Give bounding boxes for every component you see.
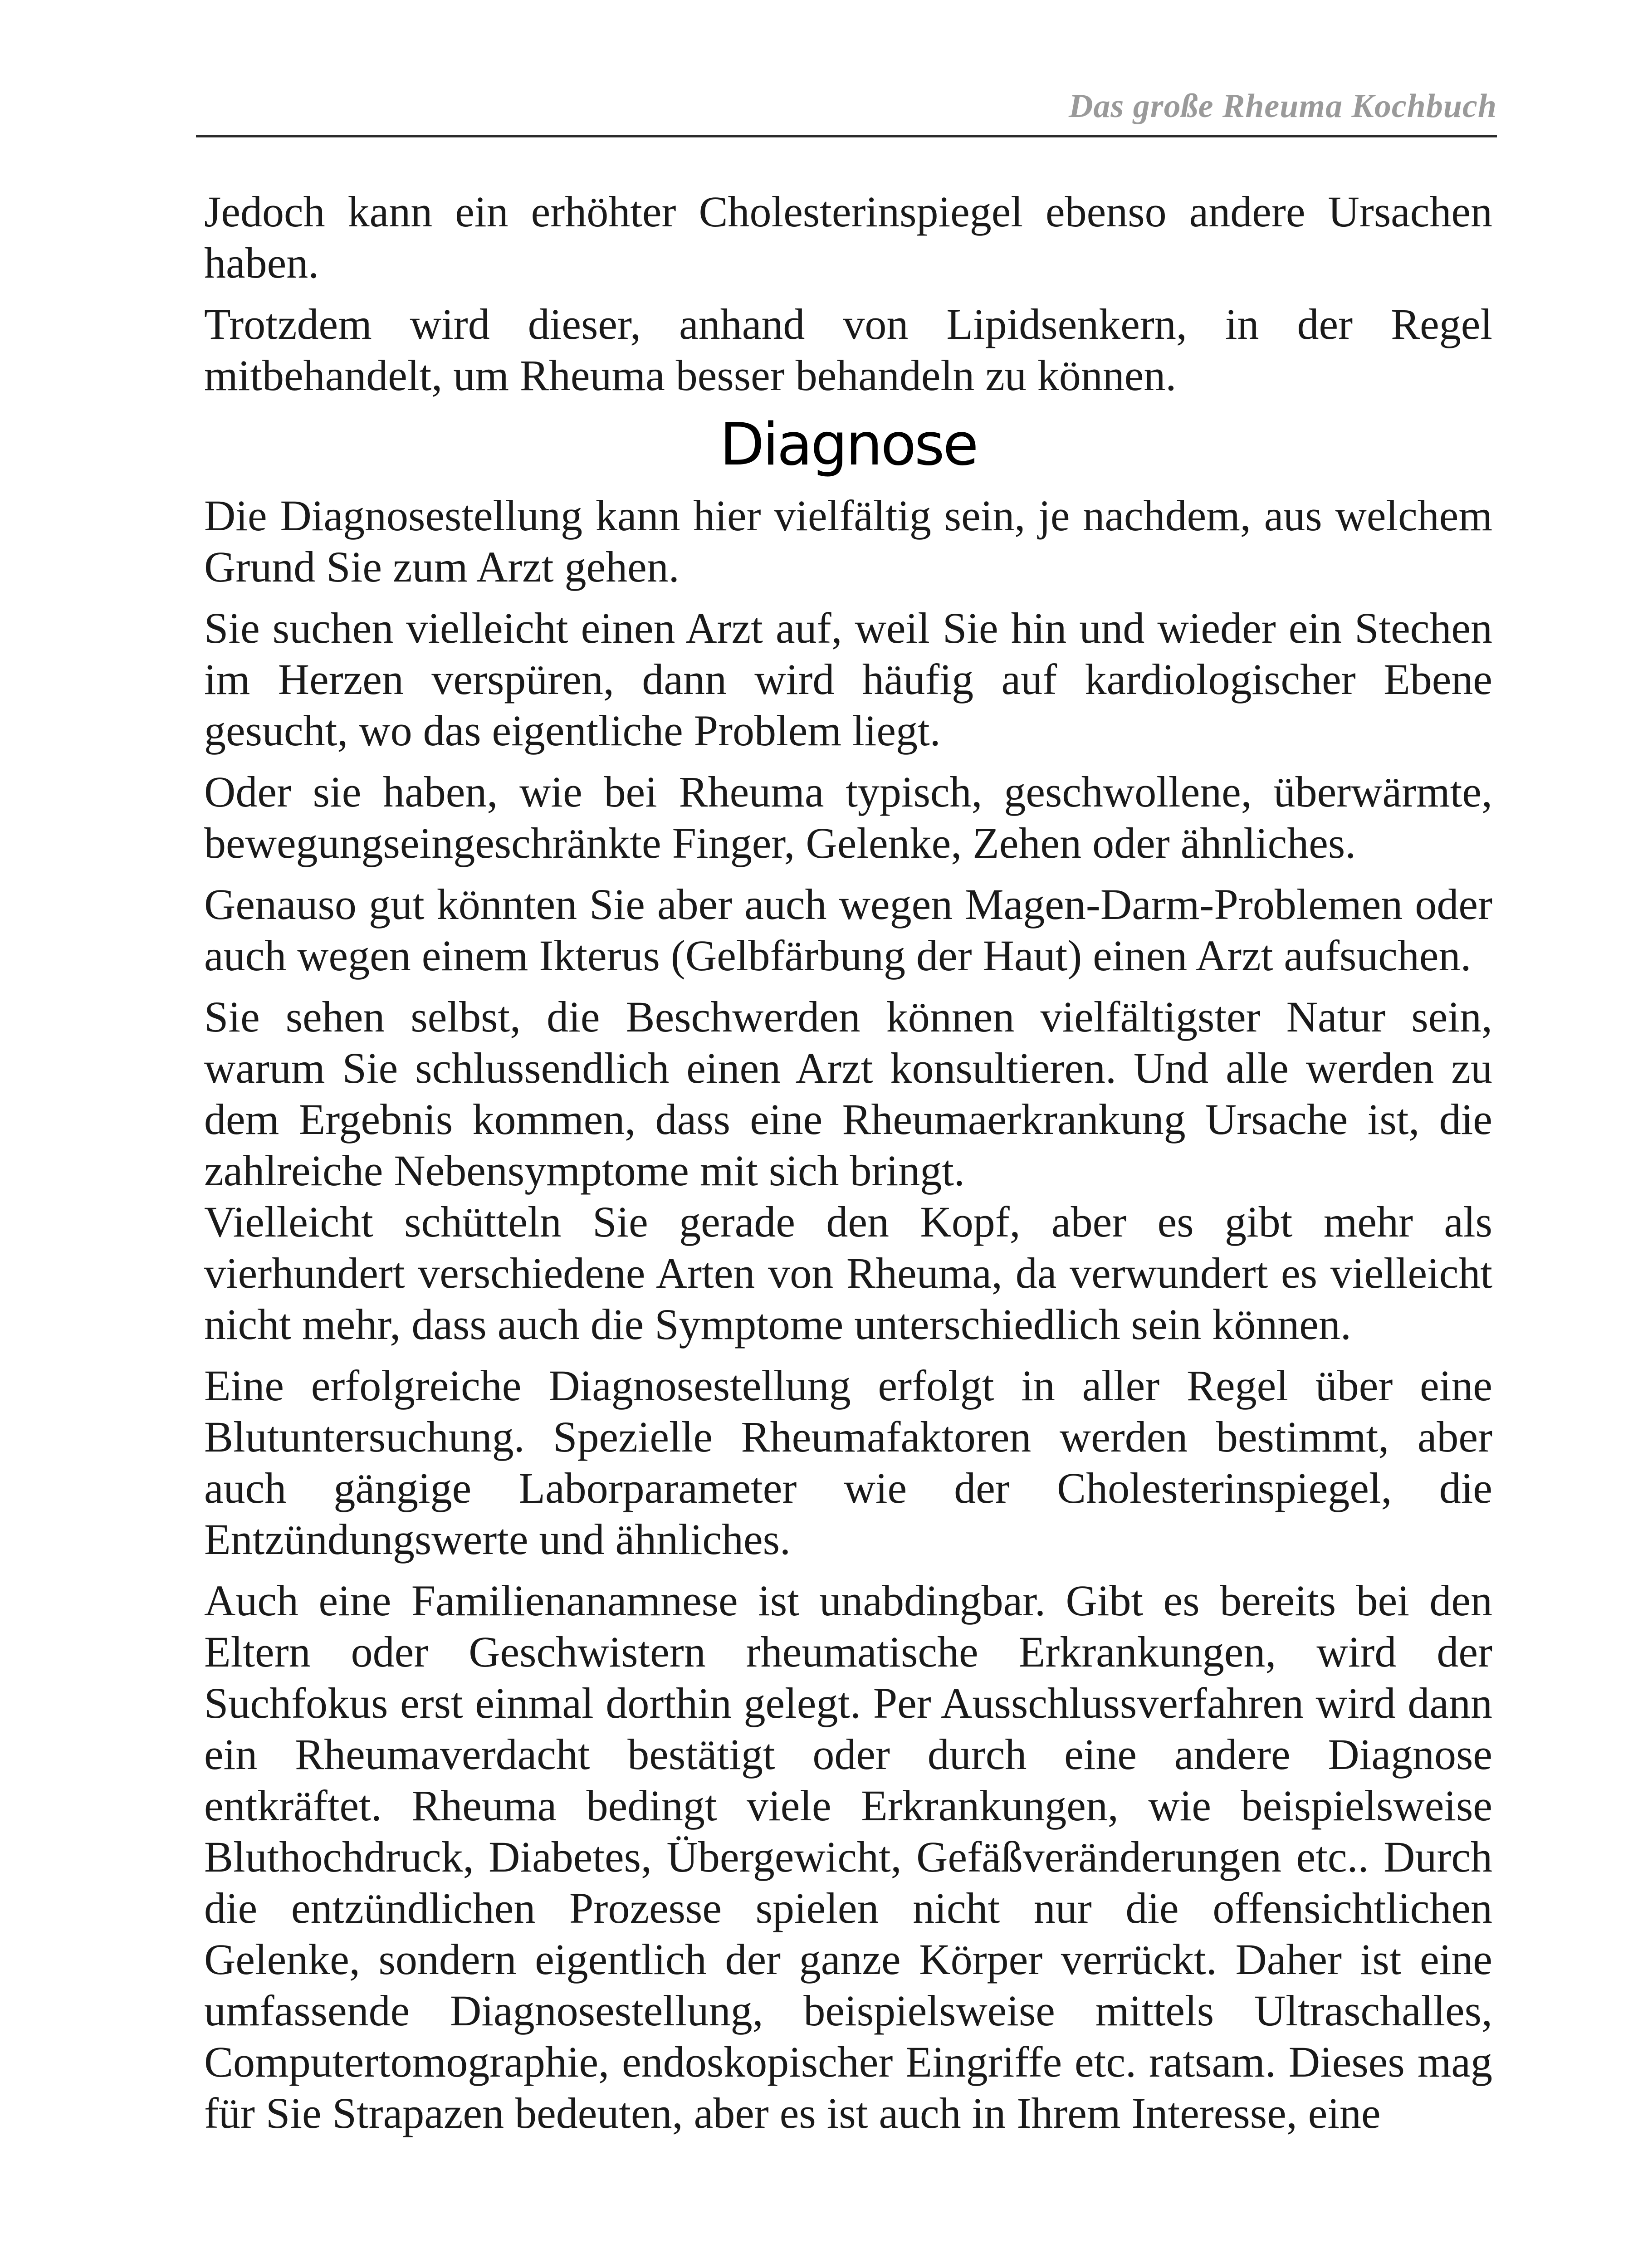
paragraph: Die Diagnosestellung kann hier vielfältig sein, je nachdem, aus welchem Grund Sie zum Arzt gehen. bbox=[204, 491, 1492, 591]
paragraph: Vielleicht schütteln Sie gerade den Kopf, aber es gibt mehr als vierhundert verschiedene Arten von Rheuma, da verwundert es vielleicht nicht mehr, dass auch die Symptome unterschiedlich sein können. bbox=[204, 1198, 1492, 1349]
paragraph: Jedoch kann ein erhöhter Cholesterinspiegel ebenso andere Ursachen haben. bbox=[204, 187, 1492, 287]
paragraph: Sie sehen selbst, die Beschwerden können vielfältigster Natur sein, warum Sie schlussendlich einen Arzt konsultieren. Und alle werden zu dem Ergebnis kommen, dass eine Rheumaerkrankung Ursache ist, die zahlreiche Nebensymptome mit sich bringt. bbox=[204, 992, 1492, 1195]
paragraph: Eine erfolgreiche Diagnosestellung erfolgt in aller Regel über eine Blutuntersuchung. Spezielle Rheumafaktoren werden bestimmt, aber auch gängige Laborparameter wie der Cholesterinspiegel, die Entzündungswerte und ähnliches. bbox=[204, 1361, 1492, 1564]
header-divider bbox=[196, 135, 1497, 137]
paragraph: Oder sie haben, wie bei Rheuma typisch, geschwollene, überwärmte, bewegungseingeschränkte Finger, Gelenke, Zehen oder ähnliches. bbox=[204, 767, 1492, 867]
paragraph: Auch eine Familienanamnese ist unabdingbar. Gibt es bereits bei den Eltern oder Geschwistern rheumatische Erkrankungen, wird der Suchfokus erst einmal dorthin gelegt. Per Ausschlussverfahren wird dann ein Rheumaverdacht bestätigt oder durch eine andere Diagnose entkräftet. Rheuma bedingt viele Erkrankungen, wie beispielsweise Bluthochdruck, Diabetes, Übergewicht, Gefäßveränderungen etc.. Durch die entzündlichen Prozesse spielen nicht nur die offensichtlichen Gelenke, sondern eigentlich der ganze Körper verrückt. Daher ist eine umfassende Diagnosestellung, beispielsweise mittels Ultraschalles, Computertomographie, endoskopischer Eingriffe etc. ratsam. Dieses mag für Sie Strapazen bedeuten, aber es ist auch in Ihrem Interesse, eine bbox=[204, 1576, 1492, 2137]
paragraph: Sie suchen vielleicht einen Arzt auf, weil Sie hin und wieder ein Stechen im Herzen verspüren, dann wird häufig auf kardiologischer Ebene gesucht, wo das eigentliche Problem liegt. bbox=[204, 604, 1492, 755]
paragraph: Genauso gut könnten Sie aber auch wegen Magen-Darm-Problemen oder auch wegen einem Ikterus (Gelbfärbung der Haut) einen Arzt aufsuchen. bbox=[204, 880, 1492, 980]
page-body bbox=[204, 186, 1492, 2149]
section-heading: Diagnose bbox=[719, 411, 977, 479]
paragraph: Trotzdem wird dieser, anhand von Lipidsenkern, in der Regel mitbehandelt, um Rheuma besser behandeln zu können. bbox=[204, 300, 1492, 400]
running-header-title: Das große Rheuma Kochbuch bbox=[1069, 88, 1497, 125]
